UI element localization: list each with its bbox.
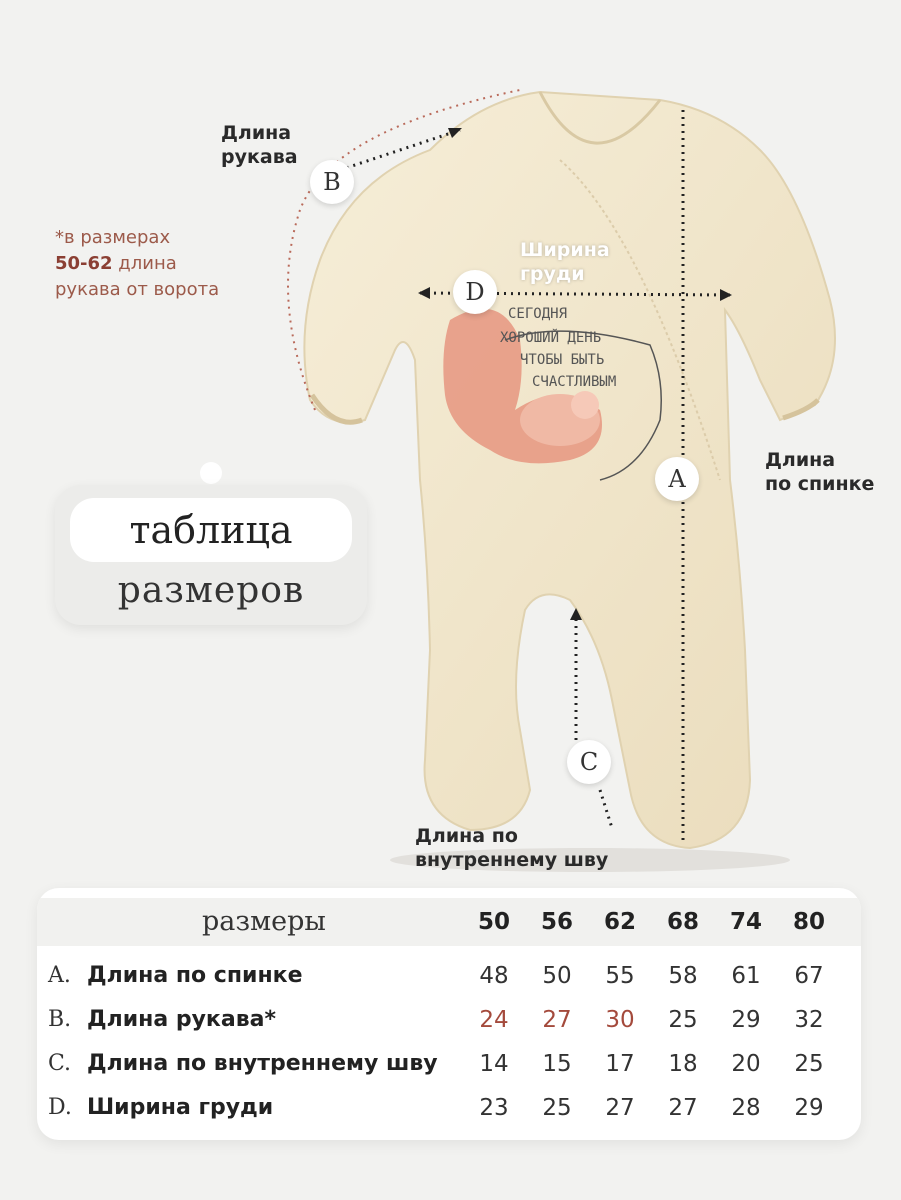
cell: 61 bbox=[731, 963, 761, 989]
row-letter: B. bbox=[48, 1007, 72, 1032]
row-name: Ширина груди bbox=[87, 1095, 274, 1120]
row-letter: C. bbox=[48, 1051, 72, 1076]
cell: 15 bbox=[542, 1051, 572, 1077]
marker-c: C bbox=[567, 740, 611, 784]
print-text-4: СЧАСТЛИВЫМ bbox=[532, 374, 617, 390]
print-text-3: ЧТОБЫ БЫТЬ bbox=[520, 352, 605, 368]
cell: 27 bbox=[542, 1007, 572, 1033]
cell: 25 bbox=[542, 1095, 572, 1121]
cell: 27 bbox=[668, 1095, 698, 1121]
row-name: Длина рукава* bbox=[87, 1007, 276, 1032]
cell: 58 bbox=[668, 963, 698, 989]
marker-b: B bbox=[310, 160, 354, 204]
table-row bbox=[37, 954, 861, 998]
cell: 17 bbox=[605, 1051, 635, 1077]
sleeve-note: *в размерах 50-62 длина рукава от ворота bbox=[55, 227, 220, 300]
cell: 29 bbox=[731, 1007, 761, 1033]
table-row bbox=[37, 998, 861, 1042]
inseam-label: Длина по внутреннему шву bbox=[415, 825, 609, 871]
size-header: 62 bbox=[603, 909, 636, 935]
cell: 55 bbox=[605, 963, 635, 989]
size-header: 56 bbox=[540, 909, 573, 935]
marker-a: A bbox=[655, 457, 699, 501]
print-text-2: ХОРОШИЙ ДЕНЬ bbox=[500, 330, 602, 346]
cell: 25 bbox=[668, 1007, 698, 1033]
cell: 67 bbox=[794, 963, 824, 989]
marker-d: D bbox=[453, 270, 497, 314]
title-line-2: размеров bbox=[117, 569, 305, 611]
chest-width-label: Ширина груди bbox=[520, 239, 610, 285]
size-table bbox=[37, 888, 861, 1140]
table-row bbox=[37, 1042, 861, 1086]
table-row bbox=[37, 1086, 861, 1130]
row-letter: D. bbox=[48, 1095, 72, 1120]
size-header: 50 bbox=[477, 909, 510, 935]
title-box bbox=[55, 485, 367, 625]
cell: 32 bbox=[794, 1007, 824, 1033]
cell: 24 bbox=[479, 1007, 509, 1033]
size-header: 68 bbox=[666, 909, 699, 935]
cell: 48 bbox=[479, 963, 509, 989]
size-header: 80 bbox=[792, 909, 825, 935]
row-name: Длина по внутреннему шву bbox=[87, 1051, 438, 1076]
cell: 29 bbox=[794, 1095, 824, 1121]
title-line-1: таблица bbox=[70, 498, 352, 562]
print-text-1: СЕГОДНЯ bbox=[508, 306, 568, 322]
cell: 30 bbox=[605, 1007, 635, 1033]
size-header: 74 bbox=[729, 909, 762, 935]
cell: 20 bbox=[731, 1051, 761, 1077]
cell: 50 bbox=[542, 963, 572, 989]
decorative-dot bbox=[200, 462, 222, 484]
cell: 23 bbox=[479, 1095, 509, 1121]
row-name: Длина по спинке bbox=[87, 963, 303, 988]
cell: 14 bbox=[479, 1051, 509, 1077]
row-letter: A. bbox=[48, 963, 71, 988]
table-header bbox=[37, 898, 861, 946]
table-header-title: размеры bbox=[202, 906, 326, 937]
cell: 25 bbox=[794, 1051, 824, 1077]
cell: 18 bbox=[668, 1051, 698, 1077]
back-length-label: Длина по спинке bbox=[765, 449, 875, 495]
cell: 28 bbox=[731, 1095, 761, 1121]
cell: 27 bbox=[605, 1095, 635, 1121]
sleeve-length-label: Длина рукава bbox=[221, 122, 298, 168]
